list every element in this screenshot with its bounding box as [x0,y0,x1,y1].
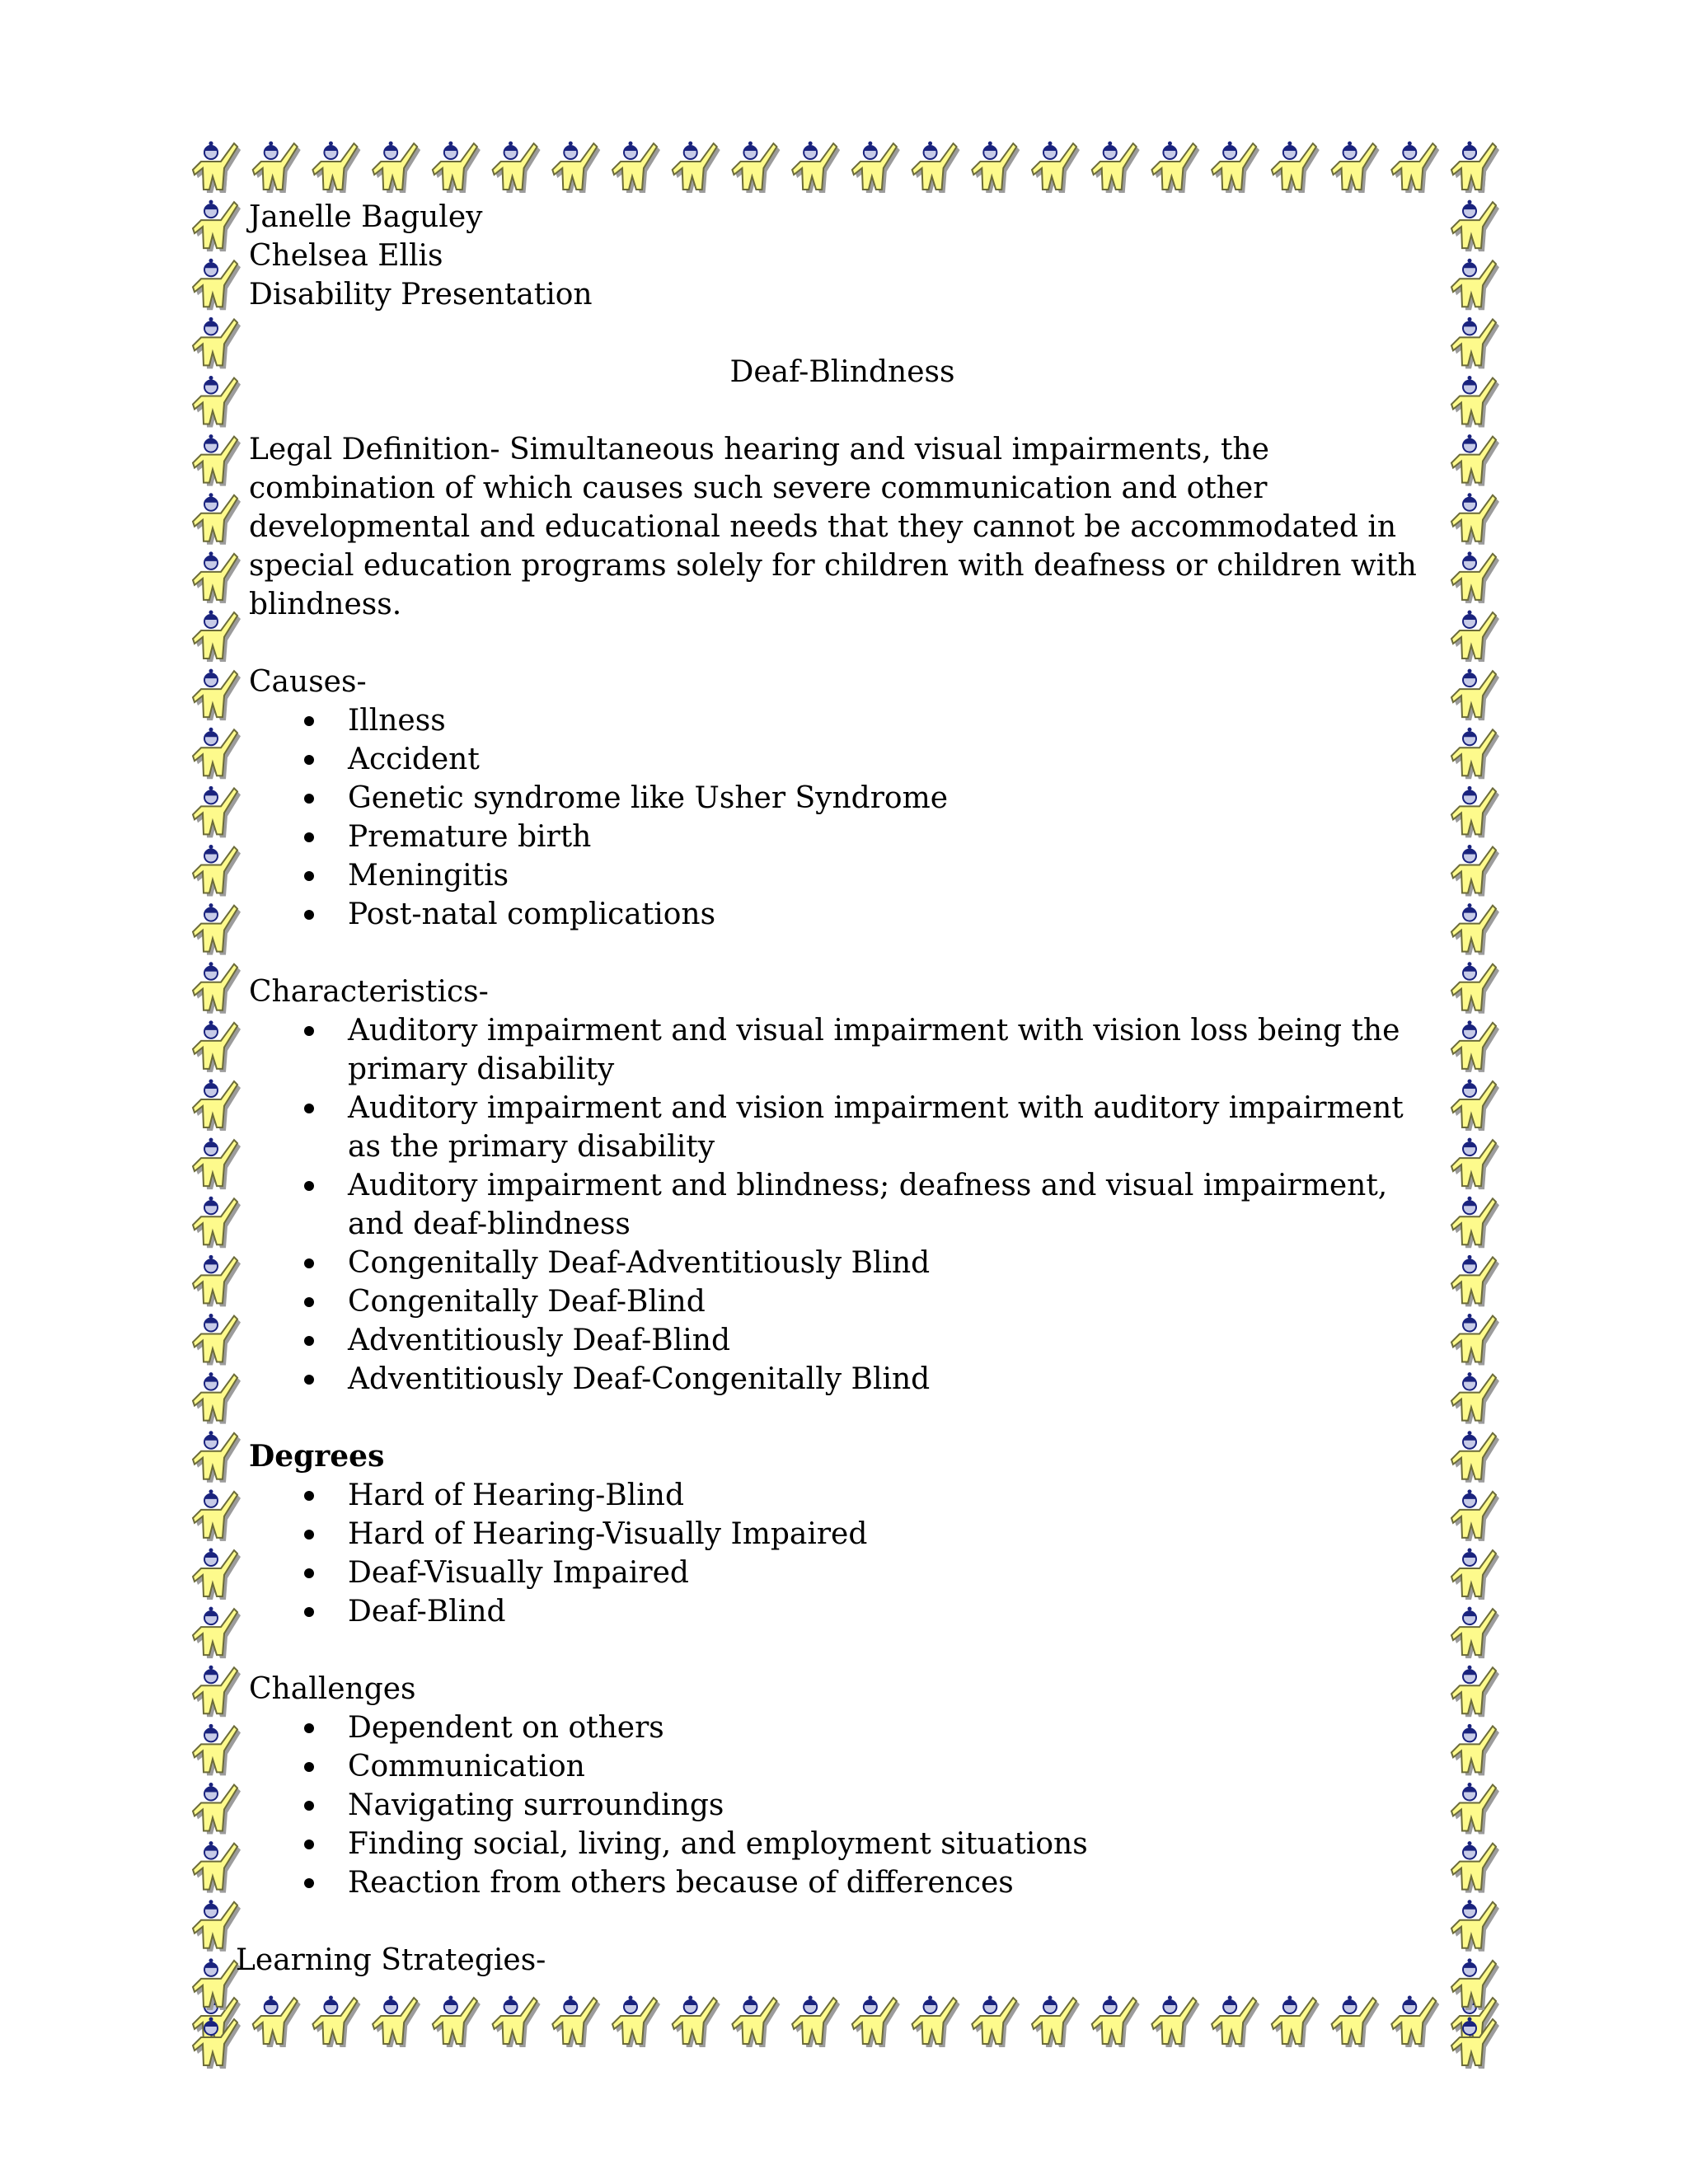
learning-strategies-heading: Learning Strategies- [236,1943,546,1977]
waving-person-icon [193,1724,241,1776]
waving-person-icon [1212,1996,1259,2048]
waving-person-icon [1092,1996,1140,2048]
waving-person-icon [253,142,301,194]
waving-person-icon [1391,142,1439,194]
waving-person-icon [1451,1431,1499,1483]
waving-person-icon [193,1020,241,1072]
waving-person-icon [193,259,241,311]
waving-person-icon [193,728,241,780]
waving-person-icon [193,1841,241,1893]
waving-person-icon [1451,2018,1499,2069]
waving-person-icon [1451,1607,1499,1659]
waving-person-icon [1451,1080,1499,1132]
waving-person-icon [193,1080,241,1132]
waving-person-icon [193,317,241,369]
waving-person-icon [852,142,900,194]
author-name-2: Chelsea Ellis [249,239,443,273]
waving-person-icon [193,1607,241,1659]
list-item: Premature birth [348,818,1436,856]
waving-person-icon [193,142,241,194]
list-item: Congenitally Deaf-Adventitiously Blind [348,1244,1436,1282]
waving-person-icon [493,1996,541,2048]
waving-person-icon [193,669,241,721]
waving-person-icon [1151,142,1199,194]
waving-person-icon [1451,903,1499,955]
waving-person-icon [792,1996,840,2048]
list-item: Finding social, living, and employment situations [348,1825,1436,1863]
border-bottom [186,1993,1503,2072]
waving-person-icon [193,903,241,955]
waving-person-icon [193,1900,241,1952]
waving-person-icon [193,493,241,545]
list-item: Adventitiously Deaf-Blind [348,1321,1436,1360]
waving-person-icon [1451,200,1499,252]
waving-person-icon [193,611,241,663]
list-item: Adventitiously Deaf-Congenitally Blind [348,1360,1436,1399]
waving-person-icon [1032,142,1080,194]
waving-person-icon [1451,1489,1499,1541]
border-left [186,138,244,2072]
waving-person-icon [373,1996,420,2048]
waving-person-icon [852,1996,900,2048]
waving-person-icon [1451,728,1499,780]
waving-person-icon [1272,142,1320,194]
characteristics-heading: Characteristics- [249,975,489,1009]
list-item: Genetic syndrome like Usher Syndrome [348,779,1436,818]
waving-person-icon [1451,142,1499,194]
waving-person-icon [792,142,840,194]
waving-person-icon [1451,259,1499,311]
waving-person-icon [193,376,241,428]
waving-person-icon [193,962,241,1014]
waving-person-icon [1092,142,1140,194]
waving-person-icon [1451,1372,1499,1424]
border-figures [186,1993,1503,2072]
waving-person-icon [732,1996,780,2048]
border-figures [186,138,244,2072]
border-right [1445,138,1503,2072]
list-item: Deaf-Blind [348,1592,1436,1631]
challenges-list [249,1708,1436,1902]
waving-person-icon [1451,317,1499,369]
list-item: Dependent on others [348,1708,1436,1747]
challenges-heading: Challenges [249,1672,416,1706]
waving-person-icon [1332,1996,1380,2048]
waving-person-icon [552,1996,600,2048]
waving-person-icon [1451,1255,1499,1307]
waving-person-icon [1451,1841,1499,1893]
waving-person-icon [193,2018,241,2069]
characteristics-list [249,1011,1436,1399]
list-item: Auditory impairment and blindness; deafness and visual impairment, and deaf-blindness [348,1166,1436,1244]
list-item: Reaction from others because of differences [348,1863,1436,1902]
waving-person-icon [1451,669,1499,721]
degrees-list [249,1476,1436,1631]
waving-person-icon [493,142,541,194]
waving-person-icon [673,142,720,194]
waving-person-icon [1451,786,1499,838]
waving-person-icon [312,142,360,194]
author-name-1: Janelle Baguley [249,200,483,234]
waving-person-icon [1451,1783,1499,1835]
list-item: Auditory impairment and visual impairment with vision loss being the primary disability [348,1011,1436,1089]
waving-person-icon [1451,611,1499,663]
waving-person-icon [1451,551,1499,603]
waving-person-icon [193,1958,241,2010]
waving-person-icon [1451,1958,1499,2010]
waving-person-icon [1451,1197,1499,1249]
waving-person-icon [1451,1138,1499,1190]
causes-heading: Causes- [249,665,367,699]
waving-person-icon [1451,962,1499,1014]
list-item: Congenitally Deaf-Blind [348,1282,1436,1321]
waving-person-icon [193,1666,241,1718]
waving-person-icon [193,786,241,838]
waving-person-icon [193,434,241,486]
waving-person-icon [1451,434,1499,486]
waving-person-icon [193,1314,241,1366]
waving-person-icon [1451,1549,1499,1601]
list-item: Illness [348,701,1436,740]
waving-person-icon [1272,1996,1320,2048]
waving-person-icon [193,200,241,252]
waving-person-icon [912,1996,960,2048]
waving-person-icon [1451,1900,1499,1952]
waving-person-icon [193,1372,241,1424]
waving-person-icon [193,1431,241,1483]
list-item: Accident [348,740,1436,779]
waving-person-icon [193,1138,241,1190]
waving-person-icon [433,1996,481,2048]
waving-person-icon [732,142,780,194]
waving-person-icon [912,142,960,194]
waving-person-icon [1451,493,1499,545]
border-figures [1445,138,1503,2072]
waving-person-icon [1451,376,1499,428]
waving-person-icon [193,1255,241,1307]
waving-person-icon [253,1996,301,2048]
waving-person-icon [1212,142,1259,194]
waving-person-icon [612,142,660,194]
list-item: Deaf-Visually Impaired [348,1554,1436,1592]
document-title: Deaf-Blindness [729,355,955,389]
waving-person-icon [193,1783,241,1835]
waving-person-icon [1391,1996,1439,2048]
course-title: Disability Presentation [249,278,593,312]
waving-person-icon [193,1489,241,1541]
waving-person-icon [1451,1314,1499,1366]
waving-person-icon [612,1996,660,2048]
waving-person-icon [1451,1724,1499,1776]
waving-person-icon [193,551,241,603]
waving-person-icon [433,142,481,194]
list-item: Post-natal complications [348,895,1436,934]
list-item: Meningitis [348,856,1436,895]
list-item: Navigating surroundings [348,1786,1436,1825]
list-item: Auditory impairment and vision impairment with auditory impairment as the primary disability [348,1089,1436,1166]
waving-person-icon [1032,1996,1080,2048]
waving-person-icon [193,845,241,897]
waving-person-icon [972,1996,1020,2048]
waving-person-icon [193,1549,241,1601]
list-item: Hard of Hearing-Blind [348,1476,1436,1515]
waving-person-icon [1332,142,1380,194]
list-item: Communication [348,1747,1436,1786]
waving-person-icon [1451,845,1499,897]
waving-person-icon [1451,1020,1499,1072]
list-item: Hard of Hearing-Visually Impaired [348,1515,1436,1554]
waving-person-icon [1451,1666,1499,1718]
causes-list [249,701,1436,934]
waving-person-icon [373,142,420,194]
waving-person-icon [552,142,600,194]
waving-person-icon [193,1197,241,1249]
waving-person-icon [1151,1996,1199,2048]
waving-person-icon [673,1996,720,2048]
degrees-heading: Degrees [249,1439,385,1474]
waving-person-icon [972,142,1020,194]
legal-definition: Legal Definition- Simultaneous hearing and visual impairments, the combination of which causes such severe communication and other developmental and educational needs that they cannot be accommodated in special education programs solely for children with deafness or children with blindness. [249,433,1417,621]
waving-person-icon [312,1996,360,2048]
document-body [236,198,1436,1980]
